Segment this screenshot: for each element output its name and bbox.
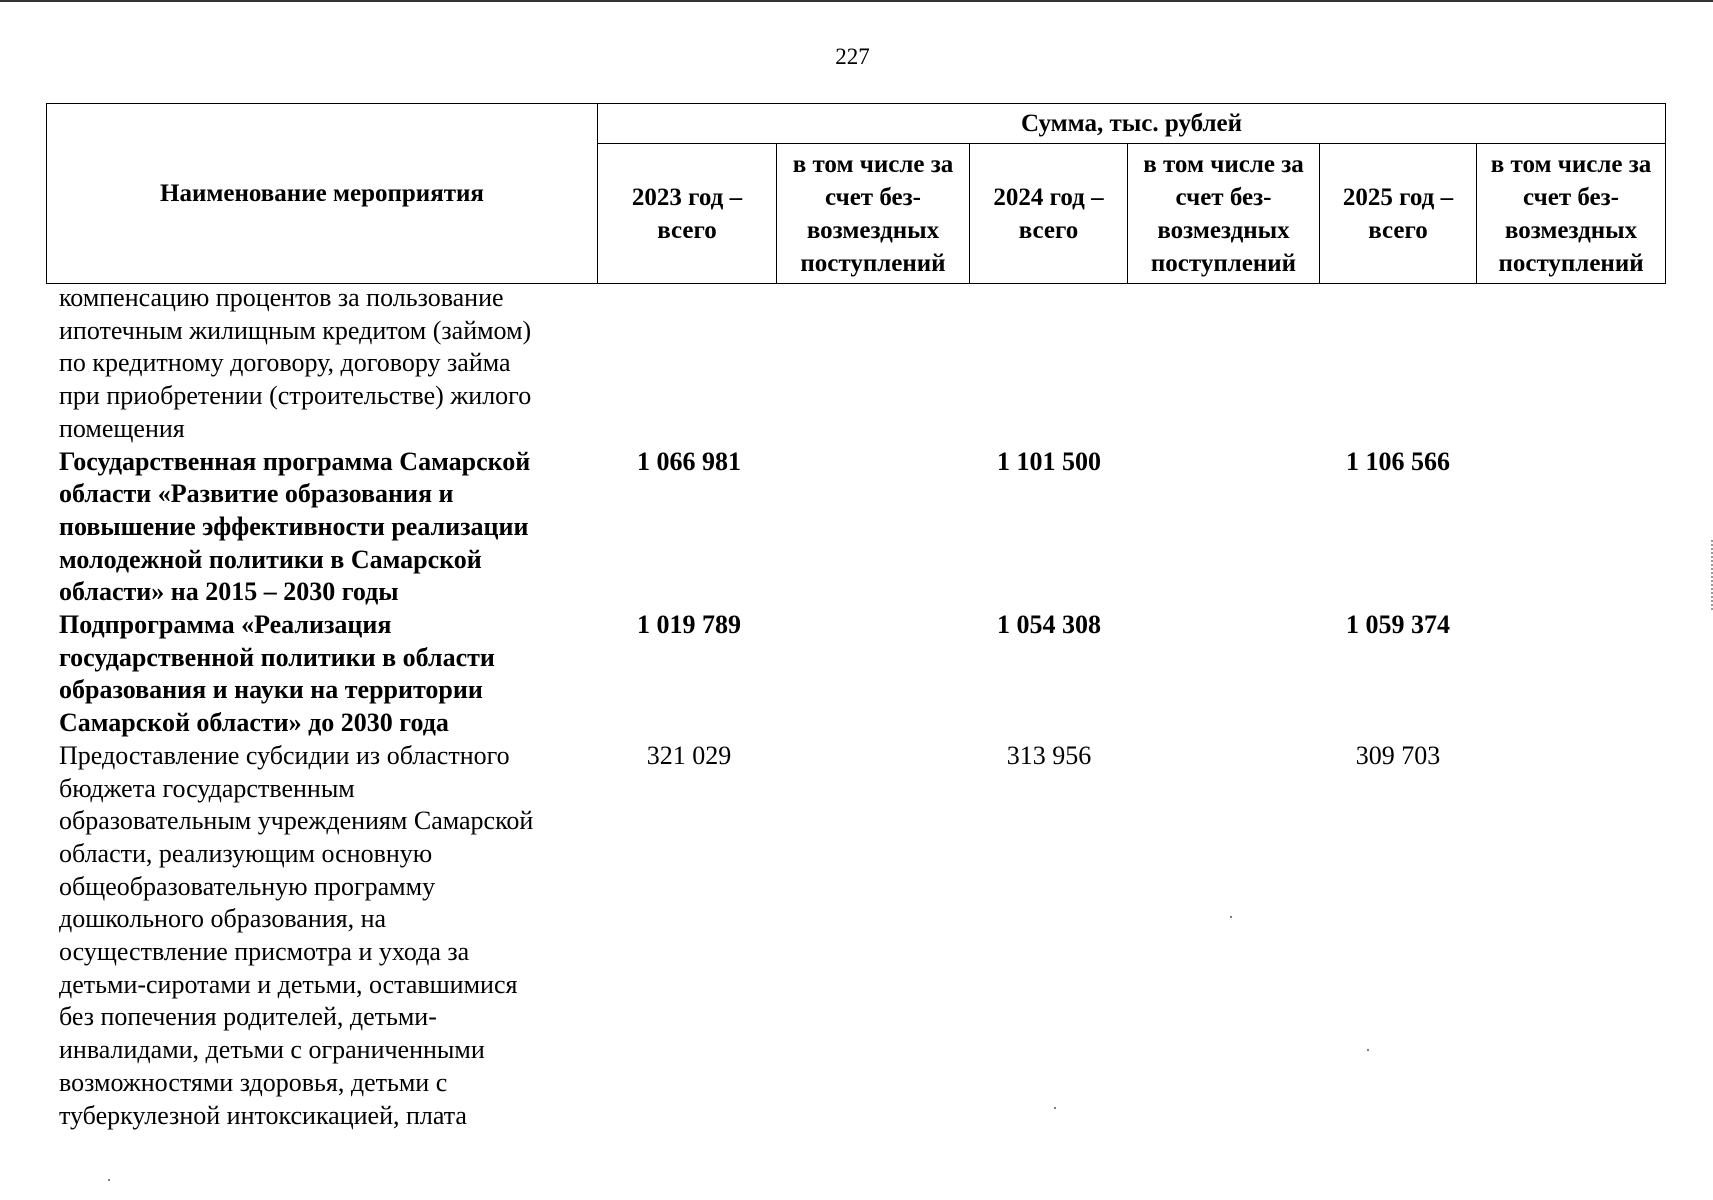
row-value-2025: 1 106 566 <box>1346 446 1450 476</box>
table-row <box>59 282 1659 446</box>
table-header <box>46 103 1666 284</box>
scan-speck <box>1367 1049 1369 1051</box>
row-value-2024: 1 101 500 <box>997 446 1101 476</box>
header-2024-total: 2024 год – всего <box>970 144 1128 284</box>
scan-speck <box>108 1179 110 1181</box>
row-value-2023: 321 029 <box>646 740 732 770</box>
row-name: Государственная программа Самарской области «Развитие образования и повышение эффективности реализации молодежной политики в Самарской области» на 2015 – 2030 годы <box>59 446 531 607</box>
row-value-2025: 309 703 <box>1355 740 1441 770</box>
header-2023-free-income: в том числе за счет без-возмездных поступлений <box>777 144 970 284</box>
header-2023-total: 2023 год – всего <box>598 144 777 284</box>
header-name-column: Наименование мероприятия <box>47 104 598 284</box>
header-2025-free-income: в том числе за счет без-возмездных поступлений <box>1477 144 1666 284</box>
row-name: Подпрограмма «Реализация государственной политики в области образования и науки на территории Самарской области» до 2030 года <box>59 610 495 738</box>
header-sum-group: Сумма, тыс. рублей <box>598 104 1666 144</box>
table-row <box>59 609 1659 740</box>
row-name: Предоставление субсидии из областного бюджета государственным образовательным учреждениям Самарской области, реализующим основную общеобразовательную программу дошкольного образования, на осуществление присмотра и ухода за детьми-сиротами и детьми, оставшимися без попечения родителей, детьми- инвалидами, детьми с ограниченными возможностями здоровья, детьми с туберкулезной интоксикацией, плата <box>59 740 534 1130</box>
row-name: компенсацию процентов за пользование ипотечным жилищным кредитом (займом) по кредитному договору, договору займа при приобретении (строительстве) жилого помещения <box>59 283 532 443</box>
table-body <box>59 282 1659 1132</box>
table-row <box>59 740 1659 1132</box>
row-value-2024: 1 054 308 <box>997 610 1101 640</box>
scan-top-edge <box>0 0 1713 2</box>
row-value-2025: 1 059 374 <box>1346 610 1450 640</box>
scan-speck <box>1230 916 1232 918</box>
row-value-2023: 1 019 789 <box>637 610 741 640</box>
scan-speck <box>1054 1107 1056 1109</box>
header-2024-free-income: в том числе за счет без-возмездных поступлений <box>1128 144 1320 284</box>
page-number: 227 <box>835 44 870 69</box>
scan-edge-marks <box>1708 540 1713 610</box>
header-2025-total: 2025 год – всего <box>1320 144 1477 284</box>
row-value-2023: 1 066 981 <box>637 446 741 476</box>
table-row <box>59 446 1659 610</box>
row-value-2024: 313 956 <box>1006 740 1092 770</box>
